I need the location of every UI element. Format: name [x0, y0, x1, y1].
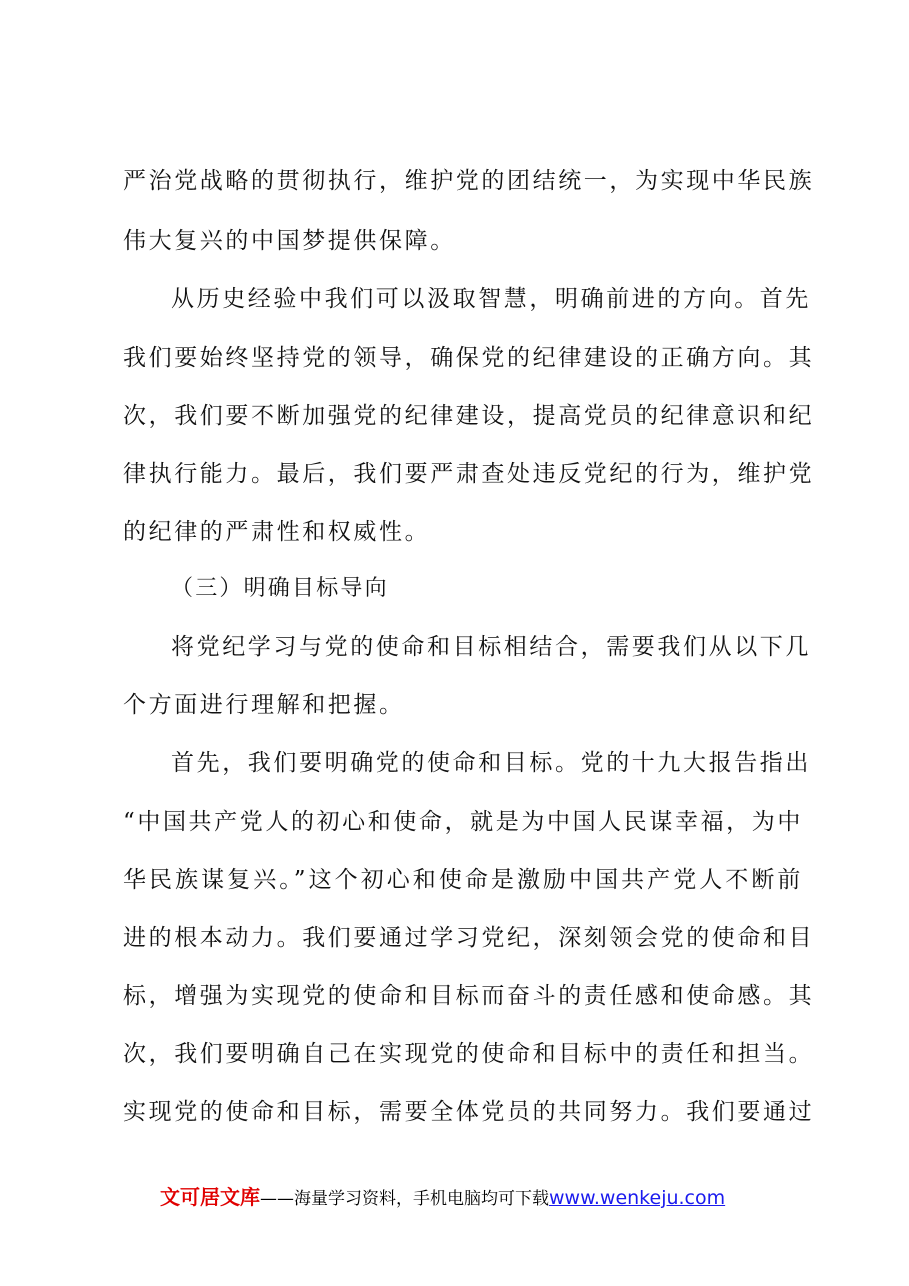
body-text-line: 首先，我们要明确党的使命和目标。党的十九大报告指出 [171, 750, 811, 776]
body-text-line: 标，增强为实现党的使命和目标而奋斗的责任感和使命感。其 [123, 983, 815, 1009]
body-text-line: 次，我们要不断加强党的纪律建设，提高党员的纪律意识和纪 [123, 403, 815, 429]
section-heading: （三）明确目标导向 [171, 576, 389, 601]
body-text-line: 将党纪学习与党的使命和目标相结合，需要我们从以下几 [171, 634, 811, 660]
footer-website-link[interactable]: www.wenkeju.com [549, 1187, 726, 1209]
body-text-line: 伟大复兴的中国梦提供保障。 [123, 228, 456, 254]
body-text-line: 从历史经验中我们可以汲取智慧，明确前进的方向。首先 [171, 286, 811, 312]
body-text-line: “中国共产党人的初心和使命，就是为中国人民谋幸福，为中 [123, 809, 803, 835]
body-text-line: 次，我们要明确自己在实现党的使命和目标中的责任和担当。 [123, 1041, 815, 1067]
body-text-line: 严治党战略的贯彻执行，维护党的团结统一，为实现中华民族 [123, 168, 815, 194]
body-text-line: 进的根本动力。我们要通过学习党纪，深刻领会党的使命和目 [123, 925, 815, 951]
body-text-line: 华民族谋复兴。”这个初心和使命是激励中国共产党人不断前 [123, 867, 803, 893]
body-text-line: 的纪律的严肃性和权威性。 [123, 519, 431, 545]
body-text-line: 我们要始终坚持党的领导，确保党的纪律建设的正确方向。其 [123, 345, 815, 371]
body-text-line: 律执行能力。最后，我们要严肃查处违反党纪的行为，维护党 [123, 461, 815, 487]
body-text-line: 个方面进行理解和把握。 [123, 692, 405, 718]
footer-tagline: ——海量学习资料，手机电脑均可下载 [260, 1189, 549, 1209]
body-text-line: 实现党的使命和目标，需要全体党员的共同努力。我们要通过 [123, 1099, 815, 1125]
page-footer [160, 1184, 780, 1212]
footer-brand: 文可居文库 [160, 1185, 260, 1209]
